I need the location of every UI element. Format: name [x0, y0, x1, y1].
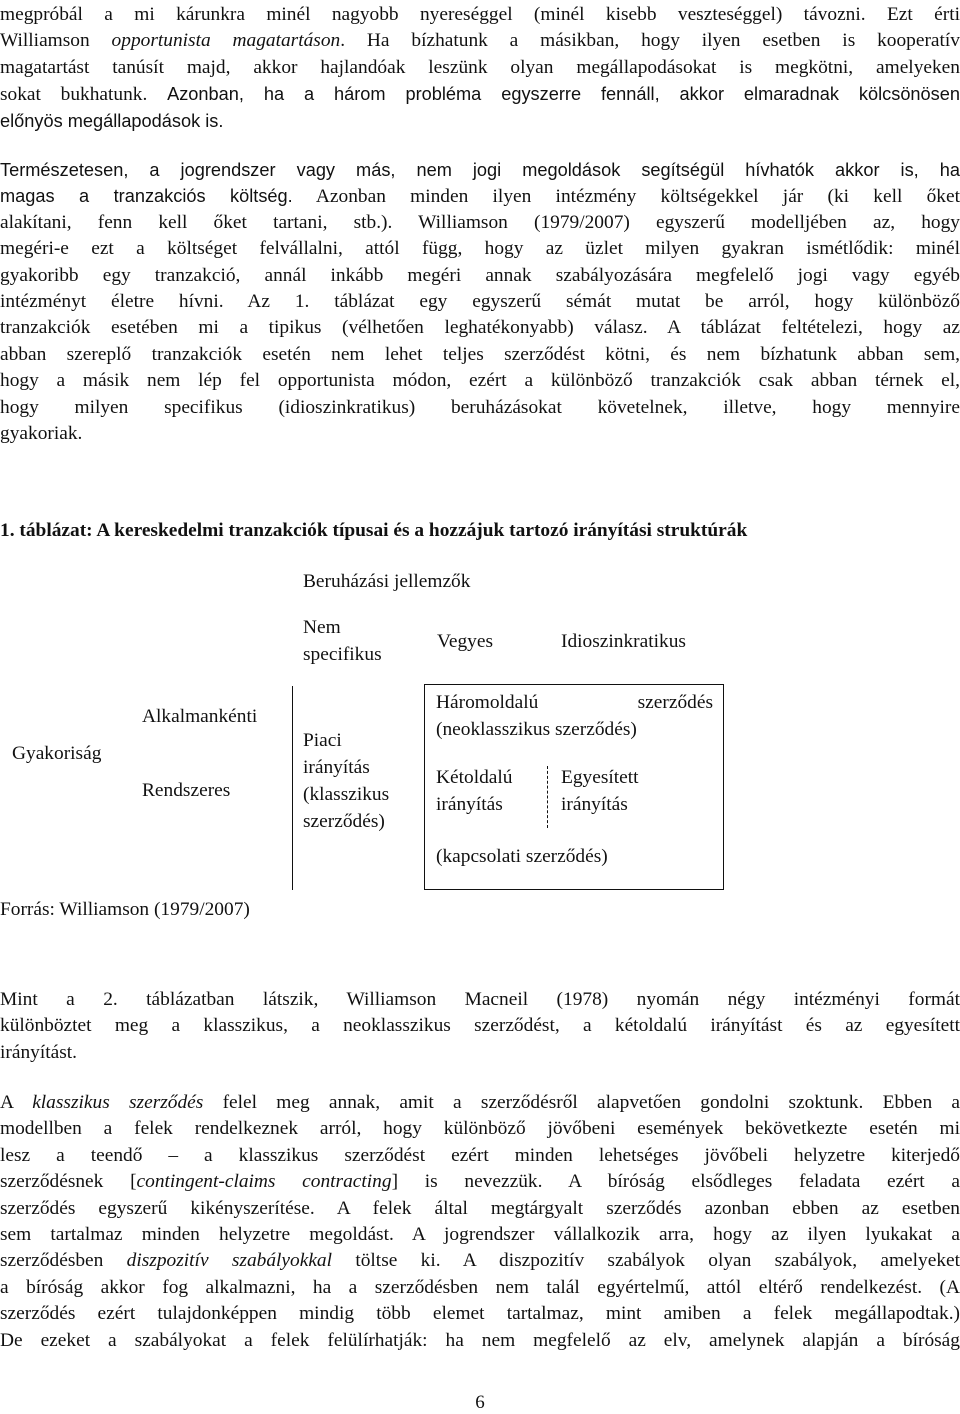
text-line: sokat bukhatunk. Azonban, ha a három probléma egyszerre fennáll, akkor elmaradnak kölcsönösen: [0, 84, 960, 106]
row-header-recurrent: Rendszeres: [142, 780, 231, 801]
text-line: abban szereplő tranzakciók esetén nem lehet teljes szerződést kötni, és nem bízhatunk abban sem,: [0, 343, 960, 365]
text-line: lesz a teendő – a klasszikus szerződést ezért minden lehetséges jövőbeli helyzetre kiterjedő: [0, 1144, 960, 1166]
cell-market-governance: Piaci irányítás (klasszikus szerződés): [303, 730, 390, 832]
text-line: intézményt életre hívni. Az 1. táblázat egy egyszerű sémát mutat be arról, hogy különböző: [0, 290, 960, 312]
text-line: előnyös megállapodások is.: [0, 110, 224, 131]
table-title: 1. táblázat: A kereskedelmi tranzakciók típusai és a hozzájuk tartozó irányítási struktúrák: [0, 520, 748, 541]
text-line: megéri-e ezt a költséget felvállalni, attól függ, hogy az üzlet milyen gyakran ismétlődik: minél: [0, 238, 960, 260]
text-line: Természetesen, a jogrendszer vagy más, nem jogi megoldások segítségül hívhatók akkor is, ha: [0, 160, 960, 180]
row-header-occasional: Alkalmankénti: [142, 706, 258, 727]
page-number: 6: [475, 1392, 485, 1413]
paragraph-1: [0, 2, 960, 134]
text-line: a bíróság akkor fog alkalmazni, ha a szerződésben nem talál egyértelmű, attól eltérő rendelkezést. (A: [0, 1276, 960, 1298]
text-line: alakítani, fenn kell őket tartani, stb.). Williamson (1979/2007) egyszerű modelljében az, hogy: [0, 211, 960, 233]
dashed-divider: [547, 766, 548, 828]
cell-relational: (kapcsolati szerződés): [436, 846, 608, 867]
text-line: gyakoriak.: [0, 422, 83, 444]
text-line: magas a tranzakciós költség. Azonban minden ilyen intézmény költségekkel jár (ki kell őket: [0, 186, 960, 208]
col-header-mixed: Vegyes: [437, 631, 494, 652]
cell-unified: Egyesített irányítás: [561, 767, 639, 815]
text-line: Williamson opportunista magatartáson. Ha bízhatunk a másikban, hogy ilyen esetben is kooperatív: [0, 30, 960, 52]
text-line: modellben a felek rendelkeznek arról, hogy különböző jövőbeni események bekövetkezte esetén mi: [0, 1118, 960, 1140]
paragraph-4: [0, 1090, 960, 1354]
cell-bilateral: Kétoldalú irányítás: [436, 767, 513, 815]
col-group-header: Beruházási jellemzők: [303, 571, 471, 592]
text-line: szerződés egyszerű kikényszerítése. A felek által megtárgyalt szerződés azonban ebben az esetben: [0, 1197, 960, 1219]
text-line: szerződés ezért tulajdonképpen mindig több elemet tartalmaz, mint amiben a felek megállapodtak.): [0, 1303, 960, 1325]
cell-trilateral: Háromoldalú szerződés (neoklasszikus szerződés): [436, 692, 713, 740]
col-header-nonspecific: Nem specifikus: [303, 617, 382, 665]
text-line: tranzakciók esetében mi a tipikus (vélhetően leghatékonyabb) válasz. A táblázat feltételezi, hogy az: [0, 317, 960, 339]
text-line: hogy a másik nem lép fel opportunista módon, ezért a különböző tranzakciók csak abban térnek el,: [0, 370, 960, 392]
text-line: Mint a 2. táblázatban látszik, Williamson Macneil (1978) nyomán négy intézményi formát: [0, 989, 960, 1010]
text-line: hogy milyen specifikus (idioszinkratikus) beruházásokat követelnek, illetve, hogy mennyire: [0, 396, 960, 418]
col-header-idiosyncratic: Idioszinkratikus: [561, 631, 686, 652]
text-line: A klasszikus szerződés felel meg annak, amit a szerződésről alapvetően gondolni szoktunk. Ebben a: [0, 1092, 960, 1113]
text-line: gyakoribb egy tranzakció, annál inkább megéri annak szabályozására megfelelő jogi vagy egyéb: [0, 264, 960, 286]
text-line: sem tartalmaz minden helyzetre megoldást. A jogrendszer vállalkozik arra, hogy az ilyen lyukakat a: [0, 1223, 960, 1245]
text-line: szerződésben diszpozitív szabályokkal töltse ki. A diszpozitív szabályok olyan szabályok, amelyeket: [0, 1250, 960, 1272]
text-line: irányítást.: [0, 1041, 78, 1063]
left-divider: [292, 686, 293, 890]
row-group-header: Gyakoriság: [12, 743, 102, 764]
text-line: megpróbál a mi kárunkra minél nagyobb nyereséggel (minél kisebb veszteséggel) távozni. Ezt érti: [0, 4, 960, 25]
table-source: Forrás: Williamson (1979/2007): [0, 899, 250, 920]
text-line: magatartást tanúsít majd, akkor hajlandóak leszünk olyan megállapodásokat is megkötni, amelyeken: [0, 56, 960, 78]
text-line: különböztet meg a klasszikus, a neoklasszikus szerződést, a kétoldalú irányítást és az egyesített: [0, 1015, 960, 1037]
text-line: De ezeket a szabályokat a felek felülírhatják: ha nem megfelelő az elv, amelynek alapján a bíróság: [0, 1329, 960, 1351]
paragraph-2: [0, 157, 960, 447]
text-line: szerződésnek [contingent-claims contracting] is nevezzük. A bíróság elsődleges feladata ezért a: [0, 1171, 960, 1193]
paragraph-3: [0, 987, 960, 1066]
